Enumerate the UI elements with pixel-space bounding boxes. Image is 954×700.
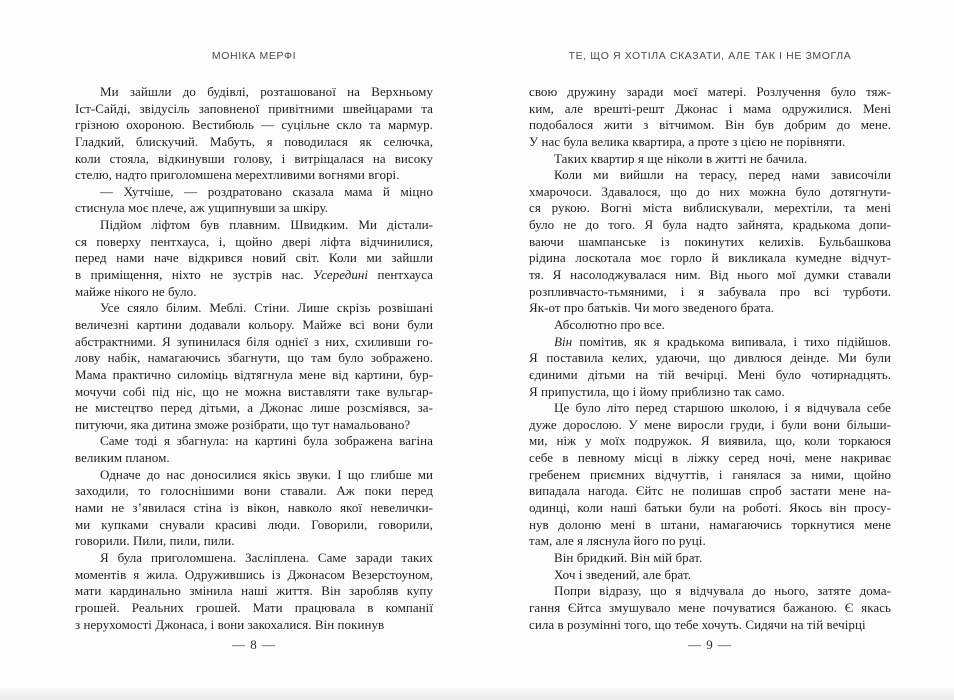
text-line: великим планом. [75,450,170,466]
text-line: там, але я ляснула його по руці. [529,533,706,549]
paragraph [529,84,891,151]
text-line: ся рукою. Вогні міста виблискували, мерехтіли, та мені [529,200,891,216]
text-line: Він помітив, як я крадькома випивала, і тихо підійшов. [554,333,891,349]
text-line: не мистецтво перед дітьми, а Джонас лише розсміявся, за- [75,400,433,416]
text-line: стелю, надто приголомшена мерехтливими вогнями вгорі. [75,167,400,183]
text-line: було не до того. Я була надто зайнята, крадькома допи- [529,217,891,233]
text-line: говорили. Пили, пили, пили. [75,533,235,549]
text-line: Ми зайшли до будівлі, розташованої на Верхньому [100,84,433,99]
paragraph [529,317,891,334]
text-line: перед нами наче відкрився новий світ. Коли ми зайшли [75,250,433,266]
text-line: ваючи шампанське із покинутих келихів. Бульбашкова [529,233,891,249]
text-line: нами не з’явилася стіна із вікон, навколо якої невелички- [75,500,433,516]
running-header-author: МОНІКА МЕРФІ [211,50,297,62]
text-line: Хоч і зведений, але брат. [554,566,692,582]
text-line: гання Єйтса змушувало мене почуватися бажаною. Є якась [529,599,891,615]
text-line: Коли ми вийшли на терасу, перед нами зависочіли [554,167,891,183]
paragraph [75,217,433,300]
text-line: У нас була велика квартира, а проте з цією не порівняти. [529,133,846,149]
text-line: Підйом ліфтом був плавним. Швидким. Ми дістали- [100,217,433,233]
text-line: ми, ніж у моїх подружок. Я виявила, що, коли торкаюся [529,433,891,449]
text-line: стиснула моє плече, аж ущипнувши за шкіру. [75,200,329,216]
paragraph [75,433,433,466]
text-line: грізною охороною. Вестибюль — суцільне скло та мармур. [75,117,433,133]
text-line: Я поставила келих, удаючи, що дивлюся деінде. Ми були [529,350,891,366]
text-line: рідина лоскотала моє горло й викликала кумедне відчут- [529,250,891,266]
text-line: Я припустила, що і йому приблизно так само. [529,383,785,399]
paragraph [75,84,433,184]
text-line: випадала нагода. Єйтс не полишав спроб застати мене на- [529,483,891,499]
text-line: моментів я жила. Одружившись із Джонасом Везерстоуном, [75,566,433,582]
paragraph [529,583,891,633]
text-line: Він бридкий. Він мій брат. [554,549,703,565]
text-line: сила в розумінні того, що тебе хочуть. Сидячи на тій вечірці [529,616,866,632]
page-left [75,0,433,700]
text-line: тя. Я насолоджувалася ним. Від нього мої думки ставали [529,267,891,283]
text-line: нув долоню мені в штани, намагаючись торкнутися мене [529,516,891,532]
text-line: грошей. Реальних грошей. Мати працювала в компанії [75,599,433,615]
text-line: Одначе до нас доносилися якісь звуки. І що глибше ми [100,466,433,482]
text-line: заходили, то голоснішими вони ставали. Аж поки перед [75,483,433,499]
text-line: свою дружину заради моєї матері. Розлучення було тяж- [529,84,891,99]
paragraph [75,467,433,550]
text-line: ся поверху пентхауса, і, щойно двері ліфта відчинилися, [75,233,433,249]
text-line: лову набік, намагаючись збагнути, що там було зображено. [75,350,433,366]
paragraph [529,400,891,550]
paragraph [529,567,891,584]
text-line: ким, але врешті-решт Джонас і мама одружилися. Мені [529,100,891,116]
page-left-body [75,84,433,633]
paragraph [529,167,891,317]
text-line: Як-от про батьків. Чи мого зведеного брата. [529,300,775,316]
text-line: мати кардинально змінила наші життя. Він заробляв купу [75,583,433,599]
text-line: Саме тоді я збагнула: на картині була зображена вагіна [100,433,433,449]
text-line: Це було літо перед старшою школою, і я відчувала себе [554,400,891,416]
text-line: розпливчасто-тьмяними, і я забувала про всі турботи. [529,283,891,299]
text-line: з нерухомості Джонаса, і вони закохалися. Він покинув [75,616,385,632]
paragraph [75,300,433,433]
paragraph [529,151,891,168]
text-line: Усе сяяло білим. Меблі. Стіни. Лише скрізь розвішані [100,300,433,316]
text-line: Абсолютно про все. [554,316,665,332]
page-number-left: — 8 — [232,637,276,652]
text-line: — Хутчіше, — роздратовано сказала мама й міцно [100,183,433,199]
page-number-right: — 9 — [688,637,732,652]
paragraph [75,184,433,217]
text-line: мочучи собі під ніс, що не можна виставляти таке вульгар- [75,383,433,399]
text-line: в приміщення, ніхто не зустрів нас. Усередині пентхауса [75,267,433,283]
page-right [529,0,891,700]
text-line: себе в певному місці в ліжку серед ночі, мене накриває [529,450,891,466]
page-right-body [529,84,891,633]
text-line: Мама практично силоміць відтягнула мене від картини, бур- [75,366,433,382]
text-line: подобалося жити з вітчимом. Він був добрим до мене. [529,117,891,133]
running-header-title: ТЕ, ЩО Я ХОТІЛА СКАЗАТИ, АЛЕ ТАК І НЕ ЗМОГЛА [568,50,852,62]
text-line: ми купками снували красиві люди. Говорили, говорили, [75,516,433,532]
text-line: майже нікого не було. [75,283,197,299]
text-line: Я була приголомшена. Засліплена. Саме заради таких [100,549,433,565]
text-line: питуючи, яка дитина зможе розібрати, що тут намальовано? [75,416,411,432]
paragraph [529,550,891,567]
text-line: коли стояла, відкинувши голову, і витріщалася на високу [75,150,433,166]
text-line: дуже дорослою. У мене виросли груди, і були вони більши- [529,416,891,432]
text-line: хмарочоси. Здавалося, що до них можна було дотягнути- [529,183,891,199]
text-line: гребенем приємних відчуттів, і ганялася за ними, щойно [529,466,891,482]
text-line: Іст-Сайді, звідусіль заповненої привітними швейцарами та [75,100,433,116]
text-line: величезні картини додавали кольору. Майже всі вони були [75,316,433,332]
text-line: абстрактними. Я зупинилася біля однієї з них, схиливши го- [75,333,433,349]
text-line: Попри відразу, що я відчувала до нього, затяте дома- [554,583,891,599]
text-line: Таких квартир я ще ніколи в житті не бачила. [554,150,808,166]
text-line: Гладкий, блискучий. Мабуть, я поводилася як селючка, [75,133,433,149]
scan-bottom-edge-shadow [0,688,954,700]
paragraph [529,334,891,401]
text-line: єдиними дітьми на тій вечірці. Мені було чотирнадцять. [529,366,891,382]
paragraph [75,550,433,633]
text-line: одинці, коли наші батьки були на роботі. Якось він просу- [529,500,891,516]
